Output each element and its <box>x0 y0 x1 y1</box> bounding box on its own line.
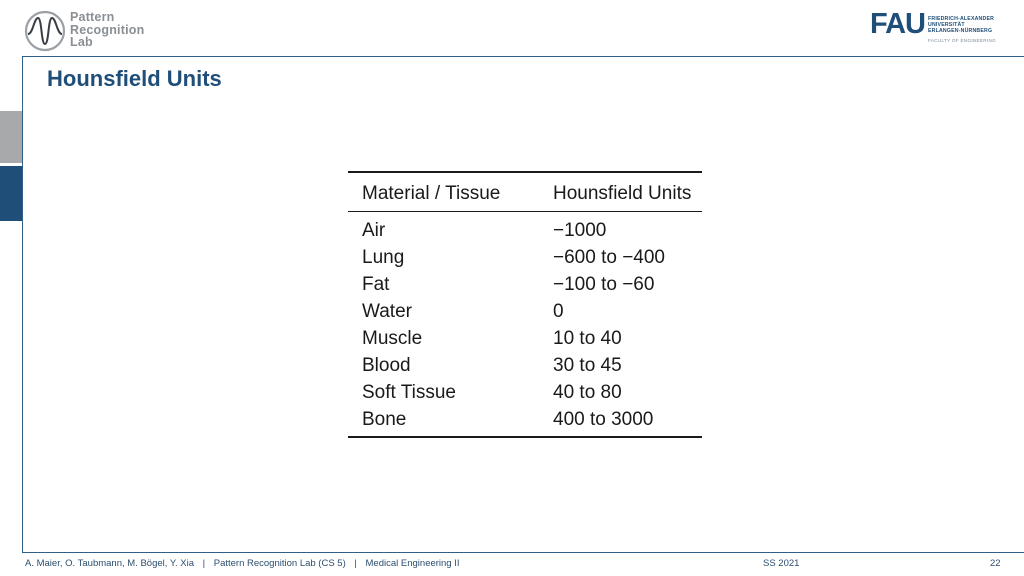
hounsfield-cell: 400 to 3000 <box>553 409 654 430</box>
material-cell: Water <box>362 301 412 322</box>
left-divider <box>22 56 23 552</box>
fau-logo-name <box>928 16 994 34</box>
table-row <box>348 352 702 379</box>
hounsfield-table <box>348 171 702 438</box>
material-cell: Blood <box>362 355 411 376</box>
lab-logo-line-1: Pattern <box>70 10 115 24</box>
footer-separator: | <box>202 558 206 569</box>
table-header-row <box>348 180 702 207</box>
table-row <box>348 298 702 325</box>
side-navigation-tab-active[interactable] <box>0 166 22 221</box>
material-cell: Lung <box>362 247 405 268</box>
material-cell: Bone <box>362 409 407 430</box>
table-row <box>348 325 702 352</box>
fau-logo-abbr: FAU <box>870 8 925 40</box>
page-number: 22 <box>990 558 1001 569</box>
fau-logo <box>870 10 1000 46</box>
footer-info <box>25 556 460 572</box>
table-row <box>348 244 702 271</box>
table-row <box>348 271 702 298</box>
fau-logo-faculty: FACULTY OF ENGINEERING <box>928 38 996 43</box>
footer-lab: Pattern Recognition Lab (CS 5) <box>213 558 346 569</box>
hounsfield-cell: 40 to 80 <box>553 382 622 403</box>
hounsfield-cell: 10 to 40 <box>553 328 622 349</box>
material-cell: Soft Tissue <box>362 382 456 403</box>
slide-footer <box>0 556 1024 572</box>
material-cell: Air <box>362 220 386 241</box>
slide-header <box>0 0 1024 56</box>
material-cell: Muscle <box>362 328 423 349</box>
lab-logo-text <box>70 11 144 49</box>
pattern-recognition-lab-logo-icon <box>24 10 66 52</box>
footer-divider <box>22 552 1024 553</box>
table-row <box>348 406 702 433</box>
footer-separator: | <box>354 558 357 569</box>
fau-logo-line-2: UNIVERSITÄT <box>928 22 965 28</box>
fau-logo-line-1: FRIEDRICH-ALEXANDER <box>928 16 995 22</box>
hounsfield-cell: −1000 <box>553 220 607 241</box>
fau-logo-line-3: ERLANGEN-NÜRNBERG <box>928 28 993 34</box>
table-body <box>348 212 702 436</box>
material-cell: Fat <box>362 274 390 295</box>
slide-title: Hounsfield Units <box>47 66 222 91</box>
hounsfield-cell: −600 to −400 <box>553 247 665 268</box>
side-navigation-tab-inactive[interactable] <box>0 111 22 163</box>
hounsfield-cell: 30 to 45 <box>553 355 622 376</box>
header-divider <box>22 56 1024 57</box>
column-header-material: Material / Tissue <box>362 183 501 204</box>
footer-authors: A. Maier, O. Taubmann, M. Bögel, Y. Xia <box>25 558 194 569</box>
table-row <box>348 217 702 244</box>
hounsfield-cell: 0 <box>553 301 564 322</box>
table-header <box>348 173 702 211</box>
table-row <box>348 379 702 406</box>
lab-logo-line-2: Recognition <box>70 22 145 37</box>
footer-course: Medical Engineering II <box>365 558 460 569</box>
footer-semester: SS 2021 <box>763 558 800 569</box>
hounsfield-cell: −100 to −60 <box>553 274 655 295</box>
table-bottom-rule <box>348 436 702 438</box>
column-header-hounsfield: Hounsfield Units <box>553 183 692 204</box>
lab-logo-line-3: Lab <box>70 35 93 49</box>
